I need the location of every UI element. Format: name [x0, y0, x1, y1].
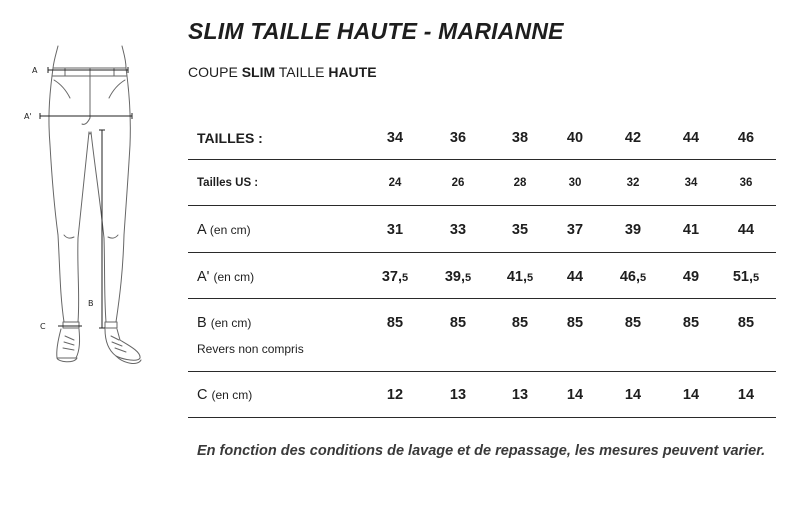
label-a-prime: A' [24, 112, 32, 121]
b-cell: 85 [386, 315, 404, 331]
subtitle [188, 64, 377, 80]
a-unit: (en cm) [209, 223, 251, 237]
b-cell: 85 [511, 315, 529, 331]
a-cell: 44 [737, 222, 755, 238]
a-prime-cell: 46,5 [619, 269, 647, 285]
us-size-cell: 24 [388, 177, 402, 189]
c-cell: 13 [511, 387, 529, 403]
a-cell: 39 [624, 222, 642, 238]
us-size-cell: 28 [513, 177, 527, 189]
size-cell: 40 [566, 130, 584, 146]
label-b: B [88, 299, 94, 308]
size-cell: 34 [386, 130, 404, 146]
b-cell: 85 [449, 315, 467, 331]
us-size-cell: 30 [568, 177, 582, 189]
b-cell: 85 [682, 315, 700, 331]
size-cell: 44 [682, 130, 700, 146]
row-c [188, 372, 776, 418]
us-size-cell: 26 [451, 177, 465, 189]
c-letter: C [197, 387, 208, 403]
a-prime-unit: (en cm) [213, 270, 255, 284]
us-size-cell: 34 [684, 177, 698, 189]
a-prime-cell: 37,5 [381, 269, 409, 285]
a-prime-letter: A' [197, 269, 210, 285]
b-cell: 85 [566, 315, 584, 331]
jeans-measurement-illustration [20, 40, 160, 380]
c-cell: 14 [682, 387, 700, 403]
subtitle-part-2: TAILLE [275, 64, 329, 80]
a-label [197, 222, 251, 238]
c-cell: 14 [566, 387, 584, 403]
row-sizes [188, 113, 776, 160]
c-cell: 14 [737, 387, 755, 403]
b-label [197, 315, 251, 331]
row-a [188, 206, 776, 253]
a-cell: 35 [511, 222, 529, 238]
c-cell: 13 [449, 387, 467, 403]
row-b [188, 299, 776, 372]
b-letter: B [197, 315, 207, 331]
us-size-cell: 36 [739, 177, 753, 189]
a-cell: 31 [386, 222, 404, 238]
page-title: SLIM TAILLE HAUTE - MARIANNE [188, 18, 564, 44]
a-letter: A [197, 222, 206, 238]
c-label [197, 387, 252, 403]
size-table [188, 113, 776, 418]
b-cell: 85 [624, 315, 642, 331]
a-cell: 37 [566, 222, 584, 238]
c-cell: 12 [386, 387, 404, 403]
us-size-cell: 32 [626, 177, 640, 189]
a-prime-cell: 39,5 [444, 269, 472, 285]
c-cell: 14 [624, 387, 642, 403]
size-cell: 38 [511, 130, 529, 146]
a-cell: 33 [449, 222, 467, 238]
size-cell: 46 [737, 130, 755, 146]
size-cell: 36 [449, 130, 467, 146]
b-unit: (en cm) [210, 316, 252, 330]
row-us-sizes [188, 160, 776, 206]
a-prime-cell: 41,5 [506, 269, 534, 285]
sizes-label: TAILLES : [197, 130, 263, 146]
us-sizes-label: Tailles US : [197, 177, 259, 189]
size-cell: 42 [624, 130, 642, 146]
subtitle-bold-2: HAUTE [328, 64, 377, 80]
a-prime-cell: 49 [682, 269, 700, 285]
label-a: A [32, 66, 38, 75]
a-prime-cell: 51,5 [732, 269, 760, 285]
row-a-prime [188, 253, 776, 299]
b-note: Revers non compris [197, 342, 304, 356]
subtitle-part-1: COUPE [188, 64, 242, 80]
b-cell: 85 [737, 315, 755, 331]
a-cell: 41 [682, 222, 700, 238]
subtitle-bold-1: SLIM [241, 64, 276, 80]
a-prime-label [197, 269, 254, 285]
footer-note: En fonction des conditions de lavage et de repassage, les mesures peuvent varier. [197, 443, 766, 459]
label-c: C [40, 322, 46, 331]
c-unit: (en cm) [211, 388, 253, 402]
a-prime-cell: 44 [566, 269, 584, 285]
